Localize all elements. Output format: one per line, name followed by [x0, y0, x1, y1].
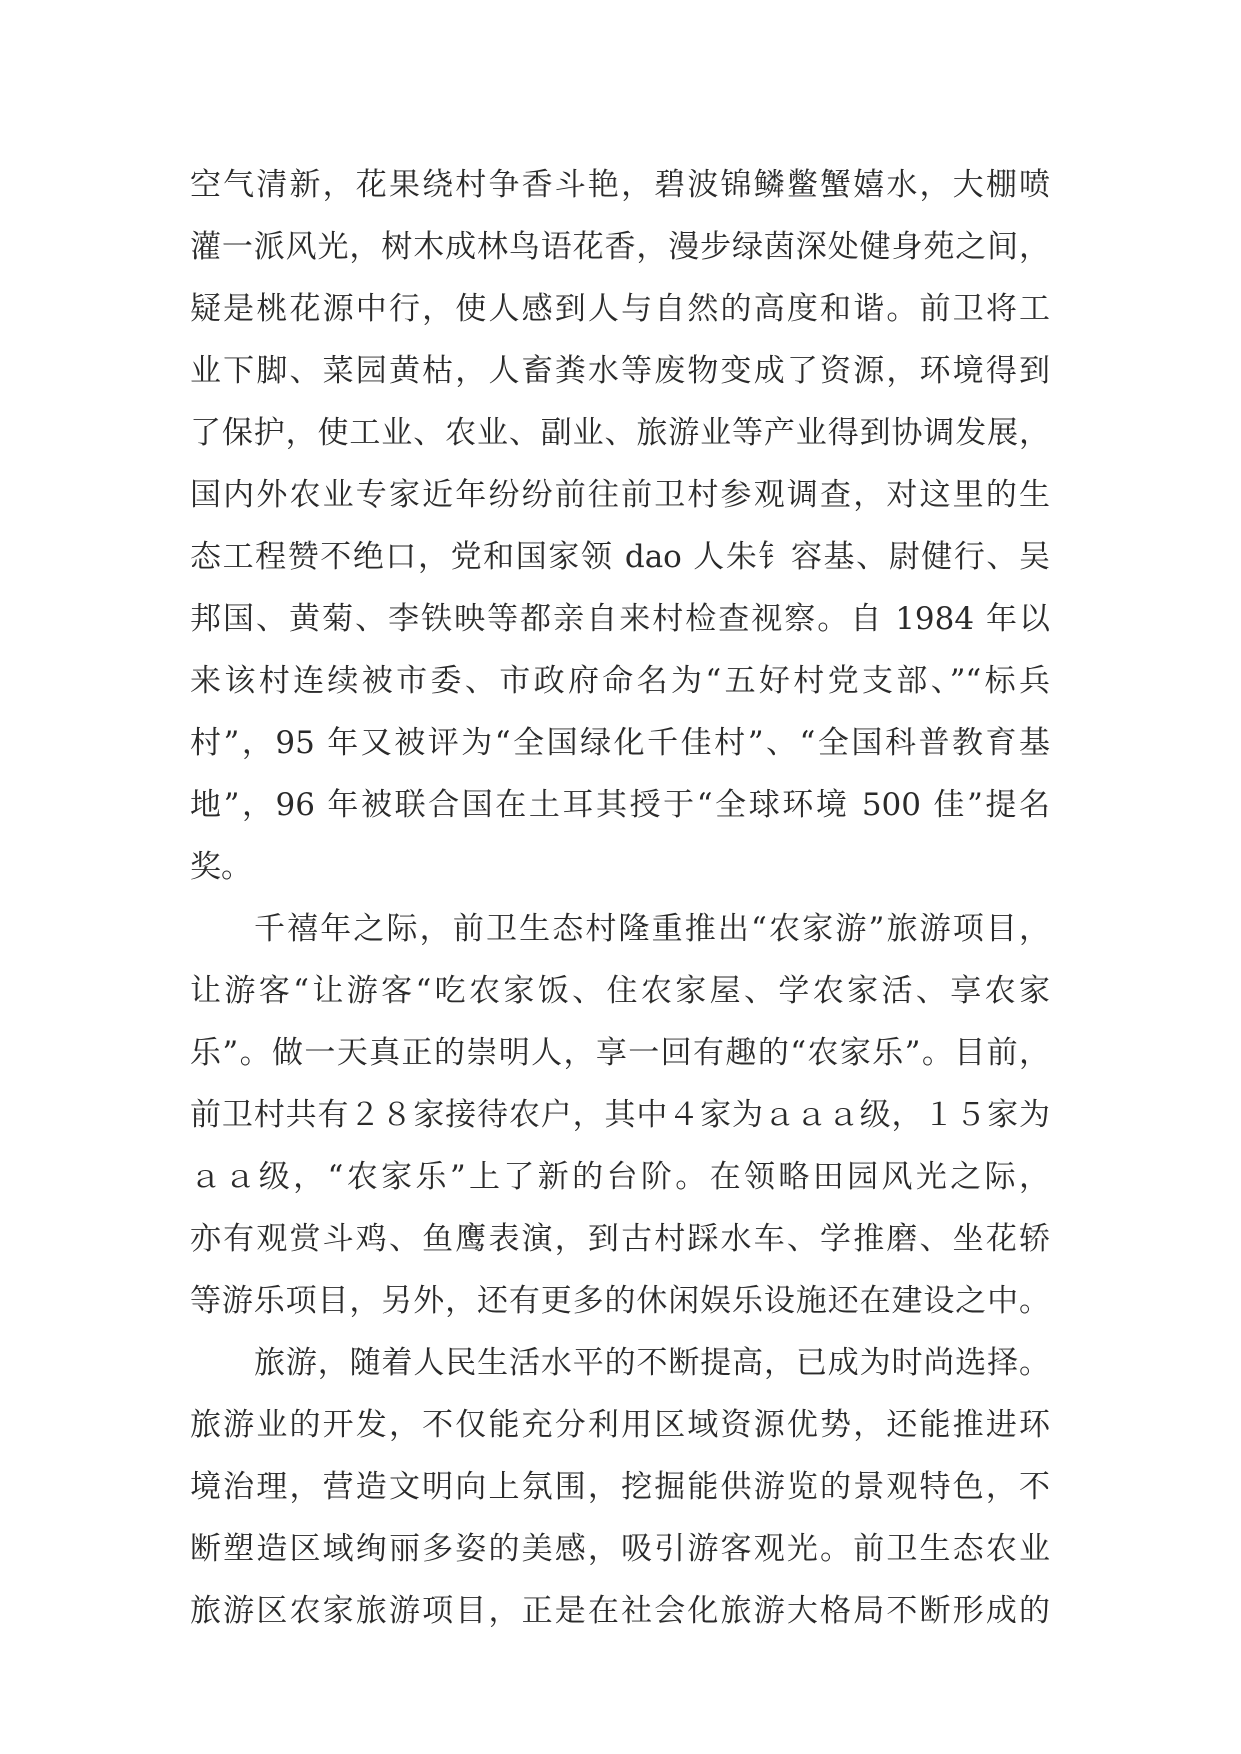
paragraph-3	[190, 1332, 1050, 1642]
text-line: 境治理，营造文明向上氛围，挖掘能供游览的景观特色，不	[190, 1469, 1050, 1505]
text-line: 奖。	[190, 849, 252, 885]
text-line: 了保护，使工业、农业、副业、旅游业等产业得到协调发展，	[190, 415, 1050, 451]
text-line: 业下脚、菜园黄枯，人畜粪水等废物变成了资源，环境得到	[190, 353, 1050, 389]
text-line: 空气清新，花果绕村争香斗艳，碧波锦鳞鳖蟹嬉水，大棚喷	[190, 167, 1050, 203]
text-line: 来该村连续被市委、市政府命名为“五好村党支部、”“标兵	[190, 663, 1050, 699]
text-line: 千禧年之际，前卫生态村隆重推出“农家游”旅游项目，	[254, 911, 1050, 947]
text-line: 断塑造区域绚丽多姿的美感，吸引游客观光。前卫生态农业	[190, 1531, 1050, 1567]
text-line: 旅游区农家旅游项目，正是在社会化旅游大格局不断形成的	[190, 1593, 1050, 1629]
text-line: 旅游，随着人民生活水平的不断提高，已成为时尚选择。	[254, 1345, 1050, 1381]
text-line: 等游乐项目，另外，还有更多的休闲娱乐设施还在建设之中。	[190, 1283, 1050, 1319]
text-line: 村”，95 年又被评为“全国绿化千佳村”、“全国科普教育基	[190, 725, 1050, 761]
text-line: 态工程赞不绝口，党和国家领 dao 人朱钅容基、尉健行、吴	[190, 539, 1050, 575]
paragraph-2	[190, 898, 1050, 1332]
text-line: 国内外农业专家近年纷纷前往前卫村参观调查，对这里的生	[190, 477, 1050, 513]
text-line: 旅游业的开发，不仅能充分利用区域资源优势，还能推进环	[190, 1407, 1050, 1443]
text-line: 地”，96 年被联合国在土耳其授于“全球环境 500 佳”提名	[190, 787, 1050, 823]
text-line: 灌一派风光，树木成林鸟语花香，漫步绿茵深处健身苑之间，	[190, 229, 1050, 265]
text-line: 邦国、黄菊、李铁映等都亲自来村检查视察。自 1984 年以	[190, 601, 1050, 637]
text-line: 亦有观赏斗鸡、鱼鹰表演，到古村踩水车、学推磨、坐花轿	[190, 1221, 1050, 1257]
text-line: 乐”。做一天真正的崇明人，享一回有趣的“农家乐”。目前，	[190, 1035, 1050, 1071]
text-line: 前卫村共有２８家接待农户，其中４家为ａａａ级，１５家为	[190, 1097, 1050, 1133]
paragraph-1	[190, 154, 1050, 898]
text-line: 疑是桃花源中行，使人感到人与自然的高度和谐。前卫将工	[190, 291, 1050, 327]
text-line: 让游客“让游客“吃农家饭、住农家屋、学农家活、享农家	[190, 973, 1050, 1009]
text-line: ａａ级，“农家乐”上了新的台阶。在领略田园风光之际，	[190, 1159, 1050, 1195]
body-text	[190, 154, 1050, 1642]
